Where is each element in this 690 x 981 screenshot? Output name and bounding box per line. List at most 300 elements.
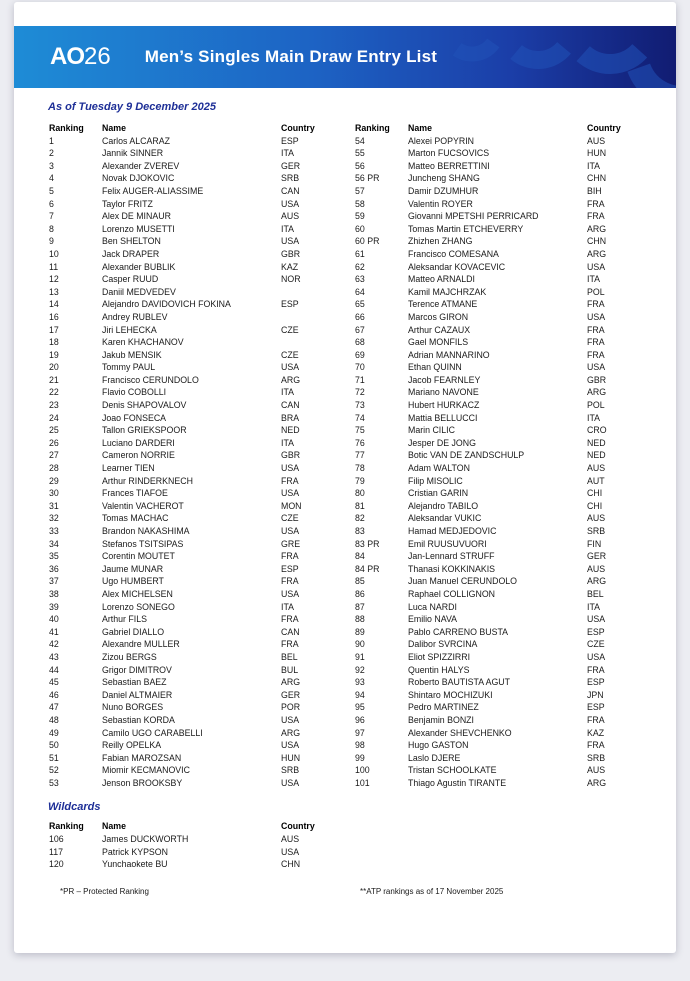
name-column-header: Name xyxy=(102,821,126,832)
entry-country: FRA xyxy=(281,614,299,625)
entry-ranking: 89 xyxy=(355,626,365,637)
entry-row xyxy=(49,311,341,324)
entry-ranking: 57 xyxy=(355,185,365,196)
entry-ranking: 12 xyxy=(49,274,59,285)
entry-ranking: 46 xyxy=(49,689,59,700)
entry-row xyxy=(49,588,341,601)
entry-ranking: 94 xyxy=(355,689,365,700)
entry-row xyxy=(355,336,647,349)
wildcards-table-wrap xyxy=(14,820,676,870)
entry-name: Reilly OPELKA xyxy=(102,740,162,751)
entry-country: USA xyxy=(281,362,300,373)
entry-country: USA xyxy=(587,614,606,625)
entry-row xyxy=(355,374,647,387)
entry-row xyxy=(355,676,647,689)
entry-ranking: 120 xyxy=(49,859,64,870)
entry-name: Alexander ZVEREV xyxy=(102,160,180,171)
entry-name: Sebastian KORDA xyxy=(102,714,175,725)
entry-ranking: 96 xyxy=(355,714,365,725)
entry-row xyxy=(355,739,647,752)
footnote-atp-rankings: **ATP rankings as of 17 November 2025 xyxy=(360,886,504,896)
ao26-logo xyxy=(50,43,111,71)
entry-name: Quentin HALYS xyxy=(408,664,470,675)
entry-country: USA xyxy=(281,236,300,247)
entry-ranking: 9 xyxy=(49,236,54,247)
entry-row xyxy=(355,147,647,160)
entry-ranking: 27 xyxy=(49,450,59,461)
entry-row xyxy=(49,298,341,311)
entry-name: Jan-Lennard STRUFF xyxy=(408,551,495,562)
entry-row xyxy=(49,147,341,160)
entry-name: Hubert HURKACZ xyxy=(408,400,480,411)
entry-name: Gael MONFILS xyxy=(408,337,469,348)
entry-country: POL xyxy=(587,400,605,411)
as-of-date: As of Tuesday 9 December 2025 xyxy=(48,101,216,113)
entry-ranking: 101 xyxy=(355,777,370,788)
entry-row xyxy=(355,588,647,601)
entry-table-right xyxy=(355,122,647,789)
entry-row xyxy=(49,714,341,727)
entry-row xyxy=(355,248,647,261)
entry-row xyxy=(355,701,647,714)
entry-country: FRA xyxy=(587,337,605,348)
entry-ranking: 21 xyxy=(49,374,59,385)
entry-name: Frances TIAFOE xyxy=(102,488,168,499)
entry-name: Eliot SPIZZIRRI xyxy=(408,651,471,662)
entry-ranking: 106 xyxy=(49,834,64,845)
entry-name: Roberto BAUTISTA AGUT xyxy=(408,677,511,688)
entry-row xyxy=(355,449,647,462)
country-column-header: Country xyxy=(281,821,315,832)
entry-ranking: 45 xyxy=(49,677,59,688)
entry-ranking: 61 xyxy=(355,248,365,259)
entry-country: USA xyxy=(281,740,300,751)
entry-country: NED xyxy=(587,450,606,461)
entry-country: ESP xyxy=(587,677,605,688)
entry-ranking: 22 xyxy=(49,387,59,398)
entry-ranking: 88 xyxy=(355,614,365,625)
entry-ranking: 10 xyxy=(49,248,59,259)
entry-row xyxy=(49,223,341,236)
entry-name: Dalibor SVRCINA xyxy=(408,639,478,650)
entry-name: Francisco COMESANA xyxy=(408,248,499,259)
entry-name: Kamil MAJCHRZAK xyxy=(408,286,487,297)
entry-ranking: 78 xyxy=(355,463,365,474)
entry-country: ITA xyxy=(281,437,295,448)
entry-country: CAN xyxy=(281,185,300,196)
entry-ranking: 87 xyxy=(355,601,365,612)
entry-ranking: 73 xyxy=(355,400,365,411)
entry-name: Arthur FILS xyxy=(102,614,147,625)
entry-country: CHN xyxy=(587,173,607,184)
entry-row xyxy=(355,286,647,299)
entry-name: Corentin MOUTET xyxy=(102,551,175,562)
entry-country: AUS xyxy=(281,834,300,845)
entry-country: MON xyxy=(281,500,302,511)
entry-row xyxy=(355,198,647,211)
entry-ranking: 3 xyxy=(49,160,54,171)
entry-ranking: 20 xyxy=(49,362,59,373)
entry-country: ARG xyxy=(587,777,607,788)
entry-country: FRA xyxy=(281,576,299,587)
entry-row xyxy=(49,739,341,752)
wildcard-entry-row xyxy=(49,833,341,846)
entry-country xyxy=(281,336,341,349)
entry-country: CZE xyxy=(281,349,299,360)
entry-row xyxy=(355,386,647,399)
entry-name: Jannik SINNER xyxy=(102,148,164,159)
entry-row xyxy=(49,500,341,513)
entry-row xyxy=(355,185,647,198)
entry-ranking: 29 xyxy=(49,475,59,486)
entry-name: Ethan QUINN xyxy=(408,362,462,373)
entry-name: Zhizhen ZHANG xyxy=(408,236,473,247)
entry-name: James DUCKWORTH xyxy=(102,834,189,845)
entry-name: Miomir KECMANOVIC xyxy=(102,765,190,776)
entry-ranking: 60 xyxy=(355,223,365,234)
entry-country: FRA xyxy=(281,551,299,562)
entry-country: CHI xyxy=(587,488,603,499)
entry-country: CAN xyxy=(281,626,300,637)
entry-ranking: 70 xyxy=(355,362,365,373)
entry-ranking: 38 xyxy=(49,588,59,599)
entry-name: Aleksandar VUKIC xyxy=(408,513,482,524)
entry-country: USA xyxy=(281,526,300,536)
entry-name: Damir DZUMHUR xyxy=(408,185,479,196)
entry-ranking: 82 xyxy=(355,513,365,524)
entry-name: Valentin ROYER xyxy=(408,198,473,209)
entry-row xyxy=(49,475,341,488)
entry-country: SRB xyxy=(281,765,300,776)
entry-row xyxy=(355,235,647,248)
entry-country: AUT xyxy=(587,475,605,486)
entry-name: Tomas MACHAC xyxy=(102,513,169,524)
entry-country: ITA xyxy=(281,387,295,398)
entry-country: ITA xyxy=(587,601,601,612)
entry-country: FRA xyxy=(587,664,605,675)
entry-row xyxy=(355,462,647,475)
entry-name: Pablo CARRENO BUSTA xyxy=(408,626,509,637)
entry-ranking: 36 xyxy=(49,563,59,574)
entry-ranking: 86 xyxy=(355,588,365,599)
entry-country: ARG xyxy=(281,677,301,688)
entry-row xyxy=(49,437,341,450)
entry-name: Yunchaokete BU xyxy=(102,859,168,870)
entry-row xyxy=(49,286,341,299)
entry-ranking: 25 xyxy=(49,425,59,436)
entry-country: CAN xyxy=(281,400,300,411)
ao26-logo-ao: AO xyxy=(50,43,84,70)
entry-name: Marin CILIC xyxy=(408,425,455,436)
entry-country: FRA xyxy=(587,324,605,335)
entry-name: Sebastian BAEZ xyxy=(102,677,167,688)
entry-ranking: 48 xyxy=(49,714,59,725)
entry-country: ARG xyxy=(587,248,607,259)
entry-row xyxy=(355,298,647,311)
entry-row xyxy=(355,525,647,538)
entry-ranking: 90 xyxy=(355,639,365,650)
entry-name: Nuno BORGES xyxy=(102,702,164,713)
entry-row xyxy=(49,727,341,740)
entry-row xyxy=(355,399,647,412)
entry-country: POR xyxy=(281,702,301,713)
entry-ranking: 56 PR xyxy=(355,173,380,184)
entry-name: Benjamin BONZI xyxy=(408,714,474,725)
entry-ranking: 28 xyxy=(49,463,59,474)
entry-row xyxy=(355,324,647,337)
entry-name: Jacob FEARNLEY xyxy=(408,374,481,385)
entry-name: Cameron NORRIE xyxy=(102,450,175,461)
entry-row xyxy=(355,349,647,362)
entry-country: USA xyxy=(281,198,300,209)
entry-row xyxy=(355,160,647,173)
entry-row xyxy=(355,550,647,563)
entry-country: KAZ xyxy=(587,727,605,738)
entry-ranking: 19 xyxy=(49,349,59,360)
entry-row xyxy=(355,563,647,576)
entry-ranking: 24 xyxy=(49,412,59,423)
page-title: Men’s Singles Main Draw Entry List xyxy=(144,47,438,66)
entry-ranking: 66 xyxy=(355,311,365,322)
entry-country: BIH xyxy=(587,185,602,196)
wildcard-entry-row xyxy=(49,846,341,859)
entry-name: Cristian GARIN xyxy=(408,488,469,499)
entry-name: Adam WALTON xyxy=(408,463,470,474)
entry-name: Learner TIEN xyxy=(102,463,155,474)
entry-ranking: 26 xyxy=(49,437,59,448)
entry-row xyxy=(355,475,647,488)
entry-country: ITA xyxy=(281,223,295,234)
entry-row xyxy=(49,487,341,500)
entry-name: Aleksandar KOVACEVIC xyxy=(408,261,506,272)
entry-country: AUS xyxy=(587,513,606,524)
entry-name: Botic VAN DE ZANDSCHULP xyxy=(408,450,525,461)
entry-country: ESP xyxy=(281,563,299,574)
entry-name: Matteo ARNALDI xyxy=(408,274,475,285)
entry-ranking: 64 xyxy=(355,286,365,297)
entry-ranking: 95 xyxy=(355,702,365,713)
entry-country: BEL xyxy=(281,651,298,662)
entry-name: Terence ATMANE xyxy=(408,299,478,310)
entry-row xyxy=(49,248,341,261)
entry-name: Jenson BROOKSBY xyxy=(102,777,183,788)
entry-row xyxy=(355,223,647,236)
entry-ranking: 55 xyxy=(355,148,365,159)
entry-row xyxy=(49,575,341,588)
entry-ranking: 68 xyxy=(355,337,365,348)
entry-name: Flavio COBOLLI xyxy=(102,387,167,398)
entry-ranking: 41 xyxy=(49,626,59,637)
entry-ranking: 83 xyxy=(355,526,365,536)
entry-ranking: 56 xyxy=(355,160,365,171)
entry-row xyxy=(49,777,341,790)
entry-country xyxy=(281,311,341,324)
entry-country: SRB xyxy=(281,173,300,184)
entry-row xyxy=(49,563,341,576)
entry-country: ARG xyxy=(587,576,607,587)
entry-row xyxy=(49,261,341,274)
entry-name: Arthur CAZAUX xyxy=(408,324,471,335)
entry-name: Tallon GRIEKSPOOR xyxy=(102,425,187,436)
entry-country: ESP xyxy=(281,135,299,146)
entry-country: ITA xyxy=(281,148,295,159)
entry-name: Mattia BELLUCCI xyxy=(408,412,478,423)
entry-country: GER xyxy=(281,689,301,700)
entry-country: FRA xyxy=(281,639,299,650)
entry-row xyxy=(49,273,341,286)
entry-name: Francisco CERUNDOLO xyxy=(102,374,199,385)
entry-name: Alexander SHEVCHENKO xyxy=(408,727,512,738)
entry-country: ARG xyxy=(587,387,607,398)
entry-name: Thiago Agustin TIRANTE xyxy=(408,777,507,788)
entry-ranking: 11 xyxy=(49,261,59,272)
entry-row xyxy=(49,386,341,399)
entry-name: Felix AUGER-ALIASSIME xyxy=(102,185,204,196)
wildcards-section-title: Wildcards xyxy=(48,801,101,814)
entry-name: Emil RUUSUVUORI xyxy=(408,538,487,549)
entry-name: Hamad MEDJEDOVIC xyxy=(408,526,497,536)
entry-ranking: 23 xyxy=(49,400,59,411)
entry-row xyxy=(49,135,341,148)
entry-ranking: 62 xyxy=(355,261,365,272)
entry-row xyxy=(355,487,647,500)
entry-country: FRA xyxy=(587,714,605,725)
entry-country xyxy=(281,286,341,299)
entry-country: ESP xyxy=(281,299,299,310)
entry-ranking: 44 xyxy=(49,664,59,675)
entry-name: Tristan SCHOOLKATE xyxy=(408,765,497,776)
entry-name: Adrian MANNARINO xyxy=(408,349,490,360)
entry-tables xyxy=(14,122,676,789)
entry-row xyxy=(49,160,341,173)
entry-row xyxy=(49,210,341,223)
entry-country: ARG xyxy=(587,223,607,234)
entry-row xyxy=(49,198,341,211)
entry-row xyxy=(355,500,647,513)
country-column-header: Country xyxy=(281,123,315,133)
entry-row xyxy=(49,525,341,538)
entry-row xyxy=(49,349,341,362)
entry-country: BUL xyxy=(281,664,299,675)
entry-row xyxy=(49,172,341,185)
table-header-row xyxy=(49,820,341,833)
entry-name: Brandon NAKASHIMA xyxy=(102,526,190,536)
entry-name: Laslo DJERE xyxy=(408,752,461,763)
entry-country: NED xyxy=(281,425,300,436)
entry-ranking: 30 xyxy=(49,488,59,499)
entry-row xyxy=(49,701,341,714)
entry-ranking: 7 xyxy=(49,211,54,222)
entry-ranking: 97 xyxy=(355,727,365,738)
entry-row xyxy=(49,550,341,563)
entry-country: FRA xyxy=(587,740,605,751)
entry-country: USA xyxy=(281,714,300,725)
entry-name: Luca NARDI xyxy=(408,601,457,612)
entry-name: Juan Manuel CERUNDOLO xyxy=(408,576,518,587)
entry-country: NED xyxy=(587,437,606,448)
entry-country: ITA xyxy=(587,412,601,423)
entry-name: Ben SHELTON xyxy=(102,236,161,247)
entry-name: Andrey RUBLEV xyxy=(102,311,168,322)
entry-name: Gabriel DIALLO xyxy=(102,626,165,637)
entry-ranking: 69 xyxy=(355,349,365,360)
entry-row xyxy=(355,273,647,286)
entry-name: Taylor FRITZ xyxy=(102,198,153,209)
entry-country: ARG xyxy=(281,727,301,738)
entry-row xyxy=(355,764,647,777)
entry-country: CHN xyxy=(281,859,301,870)
entry-row xyxy=(49,651,341,664)
entry-name: Denis SHAPOVALOV xyxy=(102,400,187,411)
entry-country: JPN xyxy=(587,689,604,700)
wildcards-table xyxy=(49,820,341,870)
entry-country: POL xyxy=(587,286,605,297)
entry-country: CZE xyxy=(281,513,299,524)
entry-row xyxy=(49,613,341,626)
ranking-column-header: Ranking xyxy=(355,123,390,133)
entry-row xyxy=(49,626,341,639)
entry-name: Ugo HUMBERT xyxy=(102,576,164,587)
entry-row xyxy=(49,399,341,412)
entry-row xyxy=(355,261,647,274)
entry-ranking: 31 xyxy=(49,500,59,511)
entry-row xyxy=(49,601,341,614)
entry-ranking: 4 xyxy=(49,173,54,184)
entry-row xyxy=(355,689,647,702)
entry-row xyxy=(355,538,647,551)
entry-name: Karen KHACHANOV xyxy=(102,337,184,348)
entry-row xyxy=(355,601,647,614)
entry-name: Giovanni MPETSHI PERRICARD xyxy=(408,211,539,222)
entry-ranking: 53 xyxy=(49,777,59,788)
entry-name: Thanasi KOKKINAKIS xyxy=(408,563,496,574)
entry-country: USA xyxy=(281,588,300,599)
document-page xyxy=(14,2,676,953)
entry-name: Jack DRAPER xyxy=(102,248,160,259)
entry-country: USA xyxy=(281,463,300,474)
entry-ranking: 79 xyxy=(355,475,365,486)
entry-country: USA xyxy=(587,362,606,373)
entry-ranking: 84 xyxy=(355,551,365,562)
entry-ranking: 1 xyxy=(49,135,54,146)
entry-name: Alex DE MINAUR xyxy=(102,211,171,222)
entry-name: Marcos GIRON xyxy=(408,311,469,322)
entry-row xyxy=(49,462,341,475)
entry-row xyxy=(355,172,647,185)
entry-row xyxy=(355,727,647,740)
entry-ranking: 37 xyxy=(49,576,59,587)
entry-name: Fabian MAROZSAN xyxy=(102,752,182,763)
entry-country: BEL xyxy=(587,588,604,599)
entry-row xyxy=(49,638,341,651)
entry-ranking: 32 xyxy=(49,513,59,524)
entry-row xyxy=(355,210,647,223)
entry-ranking: 47 xyxy=(49,702,59,713)
entry-name: Jiri LEHECKA xyxy=(102,324,157,335)
entry-row xyxy=(355,651,647,664)
entry-row xyxy=(49,676,341,689)
entry-ranking: 76 xyxy=(355,437,365,448)
entry-ranking: 85 xyxy=(355,576,365,587)
entry-name: Hugo GASTON xyxy=(408,740,469,751)
entry-country: HUN xyxy=(281,752,301,763)
ao26-logo-year: 26 xyxy=(84,43,111,70)
entry-ranking: 60 PR xyxy=(355,236,380,247)
entry-country: FRA xyxy=(587,198,605,209)
entry-ranking: 117 xyxy=(49,846,64,857)
entry-country: USA xyxy=(587,261,606,272)
entry-name: Raphael COLLIGNON xyxy=(408,588,496,599)
